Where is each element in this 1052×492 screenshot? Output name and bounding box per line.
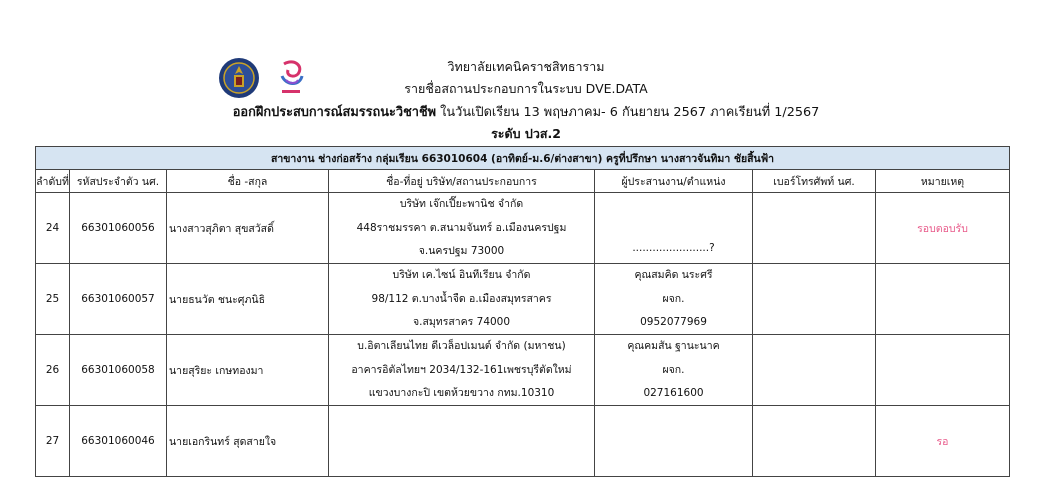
contact-position: ผจก. [662, 292, 685, 305]
note: รอบตอบรับ [876, 193, 1010, 264]
col-header-company: ชื่อ-ที่อยู่ บริษัท/สถานประกอบการ [329, 170, 595, 193]
student-name: นายสุริยะ เกษทองมา [167, 335, 329, 406]
col-header-no: ลำดับที่ [36, 170, 70, 193]
table-row [36, 193, 1010, 264]
group-banner: สาขางาน ช่างก่อสร้าง กลุ่มเรียน 663010604 (อาทิตย์-ม.6/ต่างสาขา) ครูที่ปรึกษา นางสาวจันทิมา ชัยสิ้นฟ้า [36, 147, 1010, 170]
row-no: 27 [36, 406, 70, 477]
student-name: นายธนวัต ชนะศุภนิธิ [167, 264, 329, 335]
company-cell [329, 193, 595, 264]
company-province: จ.นครปฐม 73000 [418, 245, 505, 258]
col-header-note: หมายเหตุ [876, 170, 1010, 193]
student-phone [753, 406, 876, 477]
company-address: 98/112 ต.บางน้ำจืด อ.เมืองสมุทรสาคร [371, 292, 552, 305]
note [876, 264, 1010, 335]
level-title: ระดับ ปวส.2 [491, 126, 561, 141]
contact-cell [595, 406, 753, 477]
table-row [36, 406, 1010, 477]
contact-position: ผจก. [662, 363, 685, 376]
student-phone [753, 335, 876, 406]
col-header-phone: เบอร์โทรศัพท์ นศ. [753, 170, 876, 193]
contact-cell [595, 193, 753, 264]
training-dates: ในวันเปิดเรียน 13 พฤษภาคม- 6 กันยายน 2567 ภาคเรียนที่ 1/2567 [436, 105, 820, 120]
note [876, 335, 1010, 406]
student-name: นายเอกรินทร์ สุดสายใจ [167, 406, 329, 477]
col-header-contact: ผู้ประสานงาน/ตำแหน่ง [595, 170, 753, 193]
college-name: วิทยาลัยเทคนิคราชสิทธาราม [447, 59, 605, 74]
row-no: 24 [36, 193, 70, 264]
student-phone [753, 193, 876, 264]
company-cell [329, 264, 595, 335]
student-phone [753, 264, 876, 335]
training-period [0, 101, 1052, 122]
student-placement-table [35, 146, 1010, 477]
company-name: บ.อิตาเลียนไทย ดีเวล็อปเมนต์ จำกัด (มหาชน) [357, 340, 566, 353]
company-province: แขวงบางกะปิ เขตห้วยขวาง กทม.10310 [368, 387, 555, 400]
row-no: 25 [36, 264, 70, 335]
row-no: 26 [36, 335, 70, 406]
training-title: ออกฝึกประสบการณ์สมรรถนะวิชาชีพ [232, 105, 437, 120]
student-id: 66301060058 [70, 335, 167, 406]
company-name: บริษัท เจ๊กเปี๊ยะพานิช จำกัด [399, 198, 524, 211]
contact-name: คุณสมคิด นระศรี [634, 269, 713, 282]
table-row [36, 264, 1010, 335]
col-header-id: รหัสประจำตัว นศ. [70, 170, 167, 193]
contact-cell [595, 335, 753, 406]
company-cell [329, 406, 595, 477]
contact-phone: 0952077969 [640, 316, 707, 329]
company-cell [329, 335, 595, 406]
contact-phone: .......................? [632, 241, 715, 254]
student-id: 66301060046 [70, 406, 167, 477]
student-id: 66301060057 [70, 264, 167, 335]
company-address: อาคารอิตัลไทยฯ 2034/132-161เพชรบุรีตัดใหม่ [351, 363, 572, 376]
company-name: บริษัท เค.ไซน์ อินทีเรียน จำกัด [392, 269, 531, 282]
contact-cell [595, 264, 753, 335]
list-title: รายชื่อสถานประกอบการในระบบ DVE.DATA [404, 81, 648, 96]
note: รอ [876, 406, 1010, 477]
company-address: 448ราชมรรคา ต.สนามจันทร์ อ.เมืองนครปฐม [356, 221, 567, 234]
contact-phone: 027161600 [643, 387, 704, 400]
company-province: จ.สมุทรสาคร 74000 [412, 316, 511, 329]
col-header-name: ชื่อ -สกุล [167, 170, 329, 193]
student-id: 66301060056 [70, 193, 167, 264]
contact-name: คุณคมสัน ฐานะนาค [627, 340, 720, 353]
student-name: นางสาวสุภิตา สุขสวัสดิ์ [167, 193, 329, 264]
table-row [36, 335, 1010, 406]
